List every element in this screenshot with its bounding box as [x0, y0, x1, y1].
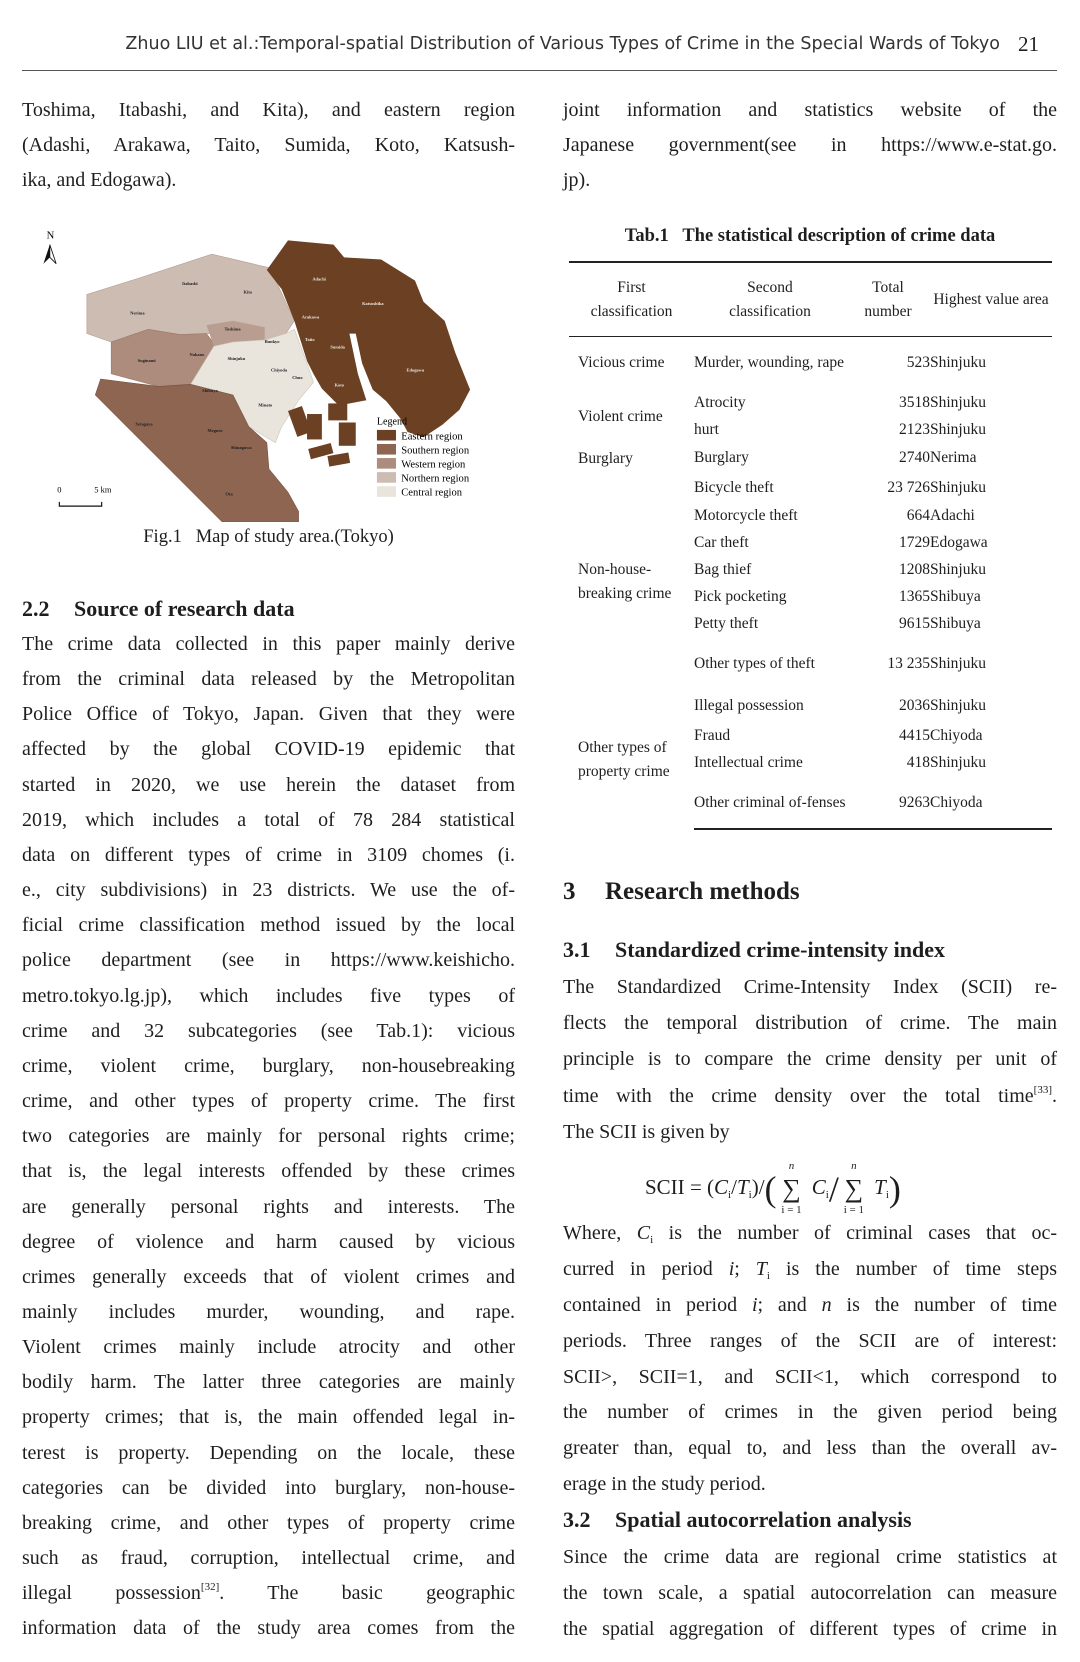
header-highest-value-area: Highest value area	[930, 262, 1052, 337]
second-classification-cell: Atrocity	[694, 394, 746, 412]
table-caption: Tab.1 The statistical description of crime data	[624, 226, 996, 246]
text-line: ika, and Edogawa).	[22, 169, 177, 191]
total-number-cell: 2036	[899, 697, 930, 715]
text-line: Japanese government(see in https://www.e-stat.go.	[563, 134, 1057, 156]
text-line: flects the temporal distribution of crime. The main	[563, 1012, 1057, 1035]
ward-label: Toshima	[224, 326, 241, 332]
text-line: ficial crime classification method issued by the local	[22, 914, 515, 937]
ward-label: Chiyoda	[271, 367, 288, 373]
second-classification-cell: Motorcycle theft	[694, 507, 798, 525]
text-line: terest is property. Depending on the locale, these	[22, 1441, 515, 1464]
highest-value-area-cell: Adachi	[930, 507, 975, 525]
legend-swatch	[377, 458, 396, 469]
highest-value-area-cell: Edogawa	[930, 534, 988, 552]
text-line: The SCII is given by	[563, 1120, 730, 1143]
second-classification-cell: Other criminal of-fenses	[694, 777, 846, 829]
text-line: the town scale, a spatial autocorrelation can measure	[563, 1582, 1057, 1604]
total-number-cell: 2123	[899, 421, 930, 439]
paragraph-source-data	[22, 627, 515, 1647]
text-line: degree of violence and harm caused by vicious	[22, 1230, 515, 1253]
citation: [32]	[200, 1581, 220, 1594]
legend-swatch	[377, 472, 396, 483]
second-classification-cell: Petty theft	[694, 614, 759, 632]
second-classification-cell: Pick pocketing	[694, 587, 787, 605]
section-3-1-heading	[563, 937, 945, 963]
math-variable: i	[751, 1293, 758, 1316]
text-line: categories can be divided into burglary, non-house-	[22, 1476, 515, 1499]
header-total-number: Total number	[846, 262, 930, 337]
math-variable: i	[728, 1257, 735, 1280]
math-variable: n	[821, 1293, 832, 1316]
formula-t: T	[736, 1174, 749, 1199]
formula-sub: i	[825, 1188, 829, 1201]
text-segment: is the number of time steps	[769, 1257, 1057, 1280]
legend-label: Central region	[401, 487, 463, 499]
ward-label: Chuo	[292, 375, 303, 381]
table-row	[569, 690, 1052, 722]
table-row	[569, 390, 1052, 418]
paragraph-right-top	[563, 93, 1057, 198]
text-line: greater than, equal to, and less than the overall av-	[563, 1437, 1057, 1460]
text-line: police department (see in https://www.keishicho.	[22, 949, 515, 972]
highest-value-area-cell: Nerima	[930, 449, 977, 467]
paragraph-spatial-autocorrelation	[563, 1539, 1057, 1647]
second-classification-cell: Other types of theft	[694, 654, 815, 672]
text-line: the number of crimes in the given period being	[563, 1401, 1057, 1424]
text-line: the spatial aggregation of different types of crime in	[563, 1618, 1057, 1640]
section-number: 2.2	[22, 596, 50, 621]
legend-swatch	[377, 486, 396, 497]
section-title: Standardized crime-intensity index	[615, 937, 945, 962]
text-segment: is the number of criminal cases that oc-	[653, 1222, 1057, 1244]
legend-swatch	[377, 444, 396, 455]
ward-label: Arakawa	[301, 314, 320, 320]
second-classification-cell: Burglary	[694, 449, 749, 467]
scale-bar	[57, 484, 112, 506]
text-line: principle is to compare the crime density per unit of	[563, 1048, 1057, 1071]
text-line: crimes generally exceeds that of violent crimes and	[22, 1265, 515, 1288]
legend-label: Eastern region	[401, 431, 463, 443]
text-line: metro.tokyo.lg.jp), which includes five types of	[22, 984, 515, 1007]
text-line: The Standardized Crime-Intensity Index (SCII) re-	[563, 976, 1057, 998]
text-line: two categories are mainly for personal rights crime;	[22, 1125, 515, 1148]
text-segment: ; and	[757, 1293, 822, 1316]
header-first-classification: First classification	[569, 262, 694, 337]
ward-label: Taito	[304, 336, 315, 342]
ward-label: Minato	[258, 402, 273, 408]
math-subscript: i	[650, 1234, 654, 1246]
text-line: breaking crime, and other types of property crime	[22, 1511, 515, 1534]
text-line: data on different types of crime in 3109 chomes (i.	[22, 843, 515, 866]
total-number-cell: 418	[906, 754, 930, 772]
text-line	[563, 1288, 1057, 1324]
scale-km-label: 5 km	[94, 484, 112, 495]
ward-label: Sumida	[330, 344, 345, 350]
text-line: periods. Three ranges of the SCII are of interest:	[563, 1329, 1057, 1352]
total-number-cell: 1208	[899, 561, 930, 579]
text-line: crime and 32 subcategories (see Tab.1): vicious	[22, 1019, 515, 1042]
highest-value-area-cell: Shinjuku	[930, 479, 986, 497]
highest-value-area-cell: Chiyoda	[930, 777, 1052, 829]
study-area-map	[21, 215, 519, 522]
table-row	[569, 473, 1052, 503]
text-segment: is the number of time	[831, 1293, 1057, 1316]
section-2-2-heading	[22, 596, 295, 622]
text-segment: . The basic geographic	[219, 1582, 515, 1605]
north-arrow-icon	[43, 230, 56, 263]
section-3-2-heading	[563, 1507, 912, 1533]
text-line: crime, and other types of property crime. The first	[22, 1090, 515, 1113]
first-classification-cell: Vicious crime	[578, 354, 665, 372]
ward-label: Edogawa	[406, 367, 425, 373]
text-segment: curred in period	[563, 1257, 729, 1280]
text-segment: ;	[734, 1257, 756, 1280]
paragraph-scii-definitions	[563, 1216, 1057, 1503]
first-classification-cell: Burglary	[578, 449, 633, 467]
text-line: mainly includes murder, wounding, and rape.	[22, 1300, 515, 1323]
second-classification-cell: Intellectual crime	[694, 754, 803, 772]
second-classification-cell: Fraud	[694, 726, 731, 744]
highest-value-area-cell: Chiyoda	[930, 726, 983, 744]
legend-label: Northern region	[401, 473, 470, 485]
total-number-cell: 13 235	[887, 654, 930, 672]
highest-value-area-cell: Shinjuku	[930, 421, 986, 439]
table-header-row	[569, 262, 1052, 337]
section-number: 3	[563, 878, 576, 905]
crime-statistics-table	[569, 261, 1052, 830]
formula-sub: i	[748, 1188, 752, 1201]
text-line: started in 2020, we use herein the dataset from	[22, 773, 515, 796]
text-line: (Adashi, Arakawa, Taito, Sumida, Koto, Katsush-	[22, 134, 515, 156]
formula-close: )/	[751, 1174, 765, 1199]
highest-value-area-cell: Shinjuku	[930, 394, 986, 412]
legend-title: Legend	[376, 416, 408, 428]
text-line: Police Office of Tokyo, Japan. Given that they were	[22, 703, 515, 726]
ward-label: Nakano	[189, 351, 205, 357]
page-number: 21	[1018, 32, 1039, 56]
running-title: Zhuo LIU et al.:Temporal-spatial Distribution of Various Types of Crime in the Special Wards of Tokyo	[125, 34, 1000, 54]
ward-label: Suginami	[137, 358, 156, 364]
sum-upper: n	[788, 1160, 795, 1172]
text-line: information data of the study area comes from the	[22, 1617, 515, 1640]
highest-value-area-cell: Shinjuku	[930, 354, 986, 372]
highest-value-area-cell: Shinjuku	[930, 697, 986, 715]
highest-value-area-cell: Shinjuku	[930, 561, 986, 579]
ward-label: Meguro	[207, 428, 223, 434]
section-title: Source of research data	[74, 596, 295, 621]
sum-lower: i = 1	[843, 1204, 864, 1216]
text-line: property crimes; that is, the main offended legal in-	[22, 1406, 515, 1429]
ward-label: Bunkyo	[264, 339, 280, 345]
text-segment: time with the crime density over the total time	[563, 1084, 1034, 1107]
text-segment: illegal possession	[22, 1582, 201, 1605]
first-classification-cell: Violent crime	[578, 407, 663, 425]
ward-label: Adachi	[312, 276, 326, 282]
paragraph-scii-intro	[563, 969, 1057, 1150]
citation: [33]	[1033, 1083, 1052, 1096]
section-number: 3.2	[563, 1507, 591, 1532]
second-classification-cell: Bicycle theft	[694, 479, 774, 497]
text-line: are generally personal rights and interests. The	[22, 1195, 515, 1218]
text-segment: Where,	[563, 1222, 637, 1244]
highest-value-area-cell: Shinjuku	[930, 654, 986, 672]
formula-c: C	[811, 1174, 826, 1199]
text-line: 2019, which includes a total of 78 284 statistical	[22, 808, 515, 831]
text-line: from the criminal data released by the Metropolitan	[22, 668, 515, 691]
total-number-cell: 664	[906, 507, 930, 525]
ward-label: Shinjuku	[227, 356, 246, 362]
text-line: erage in the study period.	[563, 1473, 766, 1496]
text-line	[563, 1078, 1057, 1114]
north-label: N	[46, 230, 55, 242]
section-3-heading	[563, 878, 800, 906]
section-number: 3.1	[563, 937, 591, 962]
text-segment: contained in period	[563, 1293, 752, 1316]
text-line: such as fraud, corruption, intellectual crime, and	[22, 1547, 515, 1570]
text-line: crime, violent crime, burglary, non-housebreaking	[22, 1054, 515, 1077]
figure-caption: Fig.1 Map of study area.(Tokyo)	[143, 527, 394, 547]
formula-sub: i	[728, 1188, 732, 1201]
text-line: joint information and statistics website of the	[563, 99, 1057, 121]
ward-label: Koto	[334, 382, 344, 388]
legend-label: Southern region	[401, 445, 470, 457]
formula-eq: = (	[684, 1174, 715, 1199]
ward-label: Setagaya	[135, 421, 153, 427]
math-variable: C	[636, 1222, 651, 1244]
text-line: Toshima, Itabashi, and Kita), and eastern region	[22, 99, 515, 121]
legend-label: Western region	[401, 459, 466, 471]
sum-lower: i = 1	[781, 1204, 802, 1216]
legend-swatch	[377, 430, 396, 441]
total-number-cell: 2740	[899, 449, 930, 467]
sum-symbol: n ∑ i = 1	[839, 1174, 869, 1204]
text-line: affected by the global COVID-19 epidemic that	[22, 738, 515, 761]
second-classification-cell: Illegal possession	[694, 697, 804, 715]
math-variable: T	[755, 1257, 767, 1280]
second-classification-cell: Car theft	[694, 534, 749, 552]
second-classification-cell: Bag thief	[694, 561, 752, 579]
text-line: jp).	[563, 169, 591, 191]
text-line	[563, 1216, 1057, 1252]
formula-slash: /	[731, 1174, 737, 1199]
ward-label: Katsushika	[362, 300, 384, 306]
second-classification-cell: Murder, wounding, rape	[694, 354, 845, 372]
ward-label: Shibuya	[202, 387, 218, 393]
paragraph-left-top	[22, 93, 515, 198]
highest-value-area-cell: Shibuya	[930, 614, 981, 632]
text-line	[22, 1576, 515, 1611]
formula-lhs: SCII	[645, 1174, 685, 1199]
text-line: The crime data collected in this paper mainly derive	[22, 633, 515, 655]
text-line: bodily harm. The latter three categories are mainly	[22, 1371, 515, 1394]
total-number-cell: 4415	[899, 726, 930, 744]
ward-label: Shinagawa	[230, 444, 252, 450]
second-classification-cell: hurt	[694, 421, 719, 439]
total-number-cell: 9615	[899, 614, 930, 632]
total-number-cell: 523	[906, 354, 930, 372]
section-title: Research methods	[605, 878, 800, 905]
text-line: SCII>, SCII=1, and SCII<1, which correspond to	[563, 1365, 1057, 1388]
table-row	[569, 337, 1052, 390]
total-number-cell: 9263	[846, 777, 930, 829]
header-second-classification: Second classification	[694, 262, 846, 337]
scale-zero-label: 0	[57, 484, 62, 495]
section-title: Spatial autocorrelation analysis	[615, 1507, 912, 1532]
sum-upper: n	[851, 1160, 857, 1172]
text-line: e., city subdivisions) in 23 districts. We use the of-	[22, 879, 515, 902]
scii-formula: SCII = $(C_i/T_i)/$( n ∑ i = 1 $C_i/$ n ∑ i = 1 $T_i$)	[645, 1160, 901, 1216]
ward-label: Nerima	[130, 310, 145, 316]
text-line: Violent crimes mainly include atrocity and other	[22, 1336, 515, 1359]
formula-t: T	[874, 1174, 886, 1199]
first-classification-cell: Non-house-breaking crime	[578, 560, 672, 602]
text-line: that is, the legal interests offended by these crimes	[22, 1160, 515, 1183]
ward-label: Ota	[225, 491, 233, 497]
highest-value-area-cell: Shinjuku	[930, 754, 986, 772]
table-row	[569, 444, 1052, 474]
header-rule	[22, 70, 1057, 71]
total-number-cell: 1729	[899, 534, 930, 552]
ward-label: Kita	[243, 289, 252, 295]
first-classification-cell: Other types of property crime	[578, 738, 670, 780]
highest-value-area-cell: Shibuya	[930, 587, 981, 605]
text-segment: .	[1052, 1084, 1057, 1107]
formula-c: C	[714, 1174, 729, 1199]
ward-label: Itabashi	[182, 280, 198, 286]
formula-sub: i	[885, 1188, 889, 1201]
total-number-cell: 3518	[899, 394, 930, 412]
text-line: Since the crime data are regional crime statistics at	[563, 1546, 1057, 1568]
total-number-cell: 23 726	[887, 479, 930, 497]
sum-symbol: n ∑ i = 1	[777, 1174, 807, 1204]
math-subscript: i	[766, 1269, 770, 1282]
text-line	[563, 1252, 1057, 1288]
total-number-cell: 1365	[899, 587, 930, 605]
